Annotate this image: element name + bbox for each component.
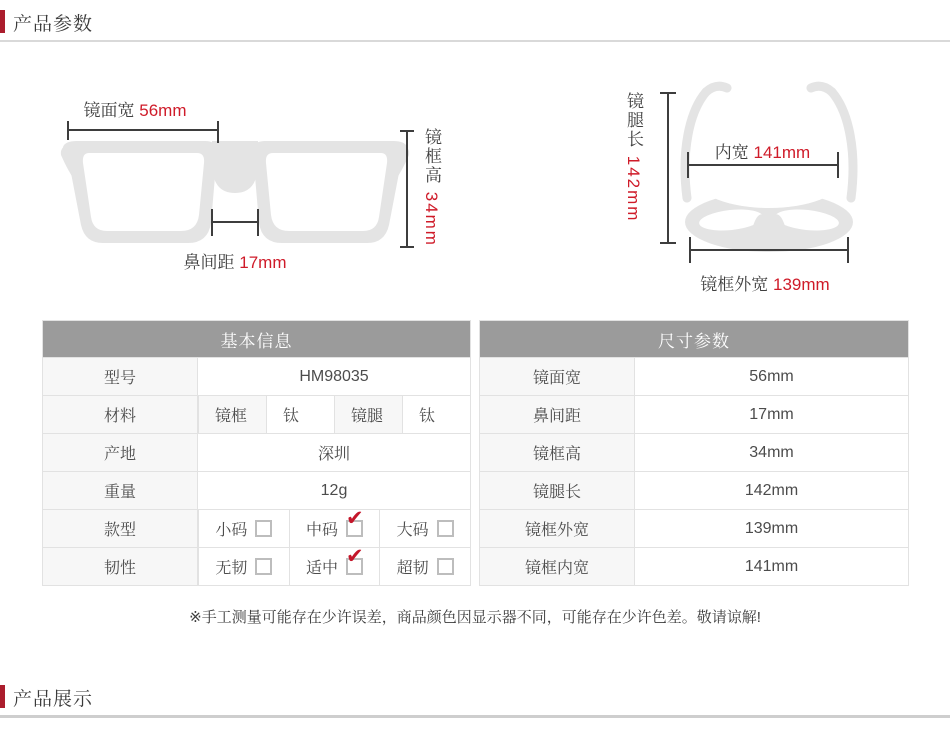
nose-gap-label: 鼻间距 <box>183 253 235 272</box>
table-row-origin <box>43 433 470 471</box>
table-row-inner-width <box>480 547 908 585</box>
row-value: 34mm <box>635 434 908 471</box>
lens-width-label: 镜面宽 <box>83 101 135 120</box>
lens-width-dimension <box>40 96 230 121</box>
row-label: 重量 <box>43 472 198 509</box>
frame-height-value: 34mm <box>422 191 441 247</box>
table-row-model <box>43 357 470 395</box>
option-label: 中码 <box>306 522 339 539</box>
weight-value: 12g <box>198 472 470 509</box>
nose-gap-value: 17mm <box>239 253 287 272</box>
option-label: 大码 <box>396 522 429 539</box>
outer-width-value: 139mm <box>773 275 830 294</box>
outer-width-label: 镜框外宽 <box>700 275 769 294</box>
section-title-display: 产品展示 <box>13 689 94 710</box>
table-row-style <box>43 509 470 547</box>
outer-width-dimension <box>660 270 870 295</box>
section-accent-bar <box>0 685 5 708</box>
row-value: 141mm <box>635 548 908 585</box>
temple-length-value: 142mm <box>624 155 643 223</box>
checkbox-unchecked-icon <box>437 558 454 575</box>
check-mark-icon: ✔ <box>346 507 364 530</box>
row-label: 鼻间距 <box>480 396 635 433</box>
row-label: 型号 <box>43 358 198 395</box>
row-label: 镜腿长 <box>480 472 635 509</box>
row-label: 产地 <box>43 434 198 471</box>
glasses-top-diagram <box>605 80 945 295</box>
section-accent-bar <box>0 10 5 33</box>
section-title-params: 产品参数 <box>13 14 94 35</box>
option-toughness-super <box>379 548 470 585</box>
inner-width-value: 141mm <box>753 143 811 162</box>
row-label: 镜框高 <box>480 434 635 471</box>
option-label: 小码 <box>215 522 248 539</box>
divider-bottom <box>0 715 950 718</box>
temple-length-dimension <box>621 92 646 242</box>
inner-width-label: 内宽 <box>714 143 749 162</box>
table-row-weight <box>43 471 470 509</box>
nose-gap-dimension <box>155 248 315 273</box>
material-part-frame: 镜框 <box>198 396 266 433</box>
row-label: 款型 <box>43 510 198 547</box>
row-value: 139mm <box>635 510 908 547</box>
material-part-temple: 镜腿 <box>334 396 402 433</box>
lens-width-value: 56mm <box>139 101 187 120</box>
material-temple-value: 钛 <box>402 396 470 433</box>
table-row-toughness <box>43 547 470 585</box>
check-mark-icon: ✔ <box>346 545 364 568</box>
table-row-temple-length <box>480 471 908 509</box>
row-label: 材料 <box>43 396 198 433</box>
measurement-disclaimer-note: ※手工测量可能存在少许误差，商品颜色因显示器不同，可能存在少许色差。敬请谅解! <box>189 609 761 626</box>
model-value: HM98035 <box>198 358 470 395</box>
option-label: 适中 <box>306 560 339 577</box>
checkbox-checked-icon <box>346 545 364 575</box>
frame-height-dimension <box>419 128 444 263</box>
table-row-lens-width <box>480 357 908 395</box>
row-value: 17mm <box>635 396 908 433</box>
table-row-nose-gap <box>480 395 908 433</box>
table-row-outer-width <box>480 509 908 547</box>
checkbox-unchecked-icon <box>437 520 454 537</box>
checkbox-unchecked-icon <box>255 520 272 537</box>
material-frame-value: 钛 <box>266 396 334 433</box>
origin-value: 深圳 <box>198 434 470 471</box>
option-label: 超韧 <box>396 560 429 577</box>
row-label: 镜框内宽 <box>480 548 635 585</box>
row-value: 142mm <box>635 472 908 509</box>
basic-info-table-header: 基本信息 <box>43 321 470 357</box>
option-toughness-medium <box>289 545 380 585</box>
row-label: 镜框外宽 <box>480 510 635 547</box>
option-size-large <box>379 510 470 547</box>
row-value: 56mm <box>635 358 908 395</box>
checkbox-checked-icon <box>346 507 364 537</box>
frame-height-label: 镜框高 <box>422 128 441 185</box>
row-label: 韧性 <box>43 548 198 585</box>
size-params-table <box>479 320 909 586</box>
option-size-medium <box>289 507 380 547</box>
inner-width-dimension <box>675 138 850 163</box>
option-size-small <box>198 510 289 547</box>
table-row-material <box>43 395 470 433</box>
option-label: 无韧 <box>215 560 248 577</box>
row-label: 镜面宽 <box>480 358 635 395</box>
size-params-table-header: 尺寸参数 <box>480 321 908 357</box>
option-toughness-none <box>198 548 289 585</box>
table-row-frame-height <box>480 433 908 471</box>
divider-top <box>0 40 950 42</box>
checkbox-unchecked-icon <box>255 558 272 575</box>
temple-length-label: 镜腿长 <box>624 92 643 149</box>
basic-info-table <box>42 320 471 586</box>
